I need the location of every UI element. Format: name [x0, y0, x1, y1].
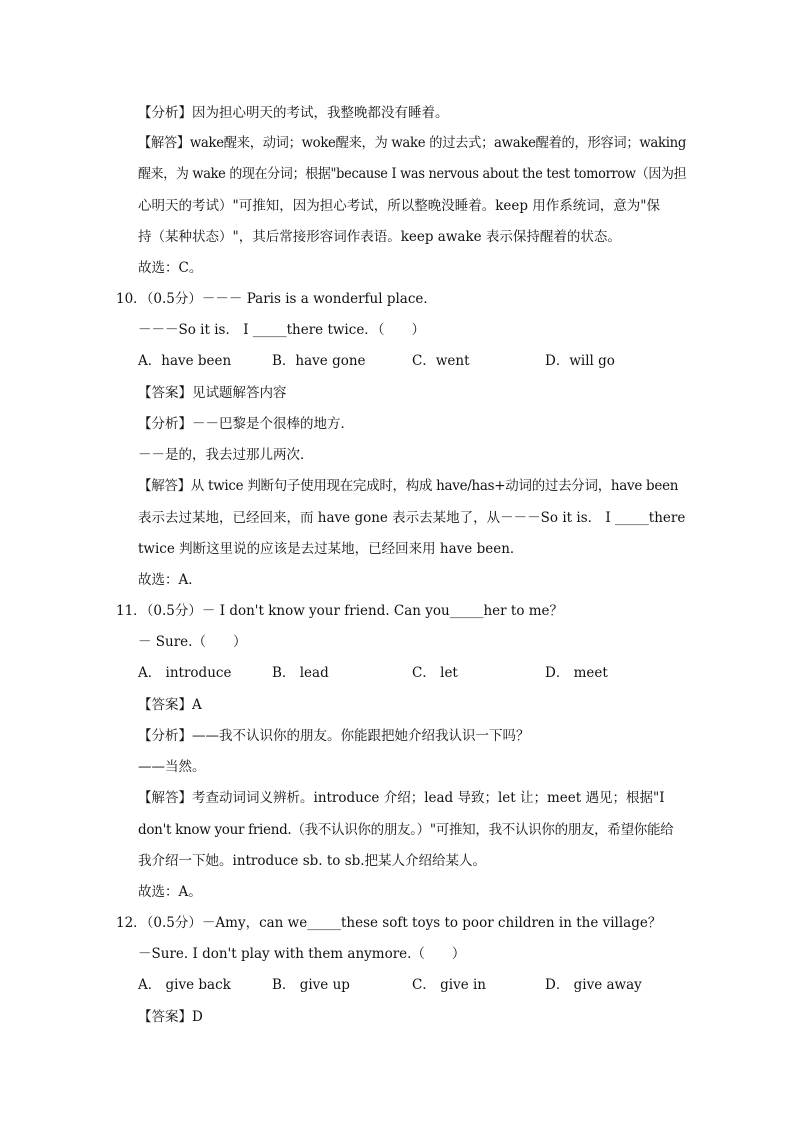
- solution-q11-line1: 【解答】考查动词词义辨析。introduce 介绍；lead 导致；let 让；meet 遇见；根据"I: [138, 790, 665, 806]
- solution-q10-line1: 【解答】从 twice 判断句子使用现在完成时，构成 have/has+动词的过去分词，have been: [138, 478, 679, 494]
- q12-option-d: D． give away: [545, 977, 642, 993]
- analysis-q10-line1: 【分析】－－巴黎是个很棒的地方．: [138, 416, 354, 432]
- answer-q10: 【答案】见试题解答内容: [138, 385, 287, 401]
- q12-option-c: C． give in: [412, 977, 486, 993]
- q12-option-b: B． give up: [272, 977, 350, 993]
- q12-option-a: A． give back: [138, 977, 231, 993]
- question-12-response: －Sure. I don't play with them anymore.（ ）: [138, 946, 466, 962]
- question-10-response: －－－So it is． I _____there twice．（ ）: [138, 322, 426, 338]
- solution-q11-line2: don't know your friend.（我不认识你的朋友。）"可推知，我不认识你的朋友，希望你能给: [138, 822, 674, 838]
- solution-q11-line3: 我介绍一下她。introduce sb. to sb.把某人介绍给某人。: [138, 853, 487, 869]
- solution-q9-line2: 醒来，为 wake 的现在分词；根据"because I was nervous about the test tomorrow（因为担: [138, 166, 687, 182]
- question-12-stem: 12．（0.5分）－Amy，can we_____these soft toys to poor children in the village？: [116, 915, 662, 931]
- q11-option-d: D． meet: [545, 665, 608, 681]
- solution-q9-line1: 【解答】wake醒来，动词；woke醒来，为 wake 的过去式；awake醒着的，形容词；waking: [138, 135, 687, 151]
- choice-q11: 故选：A。: [138, 884, 202, 900]
- solution-q9-line4: 持（某种状态）"，其后常接形容词作表语。keep awake 表示保持醒着的状态。: [138, 229, 621, 245]
- analysis-q11-line2: ——当然。: [138, 759, 206, 775]
- choice-q9: 故选：C。: [138, 260, 203, 276]
- analysis-q9: 【分析】因为担心明天的考试，我整晚都没有睡着。: [138, 105, 449, 121]
- question-11-response: － Sure.（ ）: [138, 634, 247, 650]
- q10-option-a: A．have been: [138, 353, 232, 369]
- question-11-stem: 11．（0.5分）－ I don't know your friend. Can you_____her to me？: [116, 603, 564, 619]
- answer-q11: 【答案】A: [138, 697, 202, 713]
- q11-option-b: B． lead: [272, 665, 329, 681]
- analysis-q11-line1: 【分析】——我不认识你的朋友。你能跟把她介绍我认识一下吗？: [138, 728, 530, 744]
- analysis-q10-line2: －－是的，我去过那儿两次．: [138, 447, 314, 463]
- q10-option-b: B．have gone: [272, 353, 366, 369]
- choice-q10: 故选：A．: [138, 572, 202, 588]
- q10-option-d: D．will go: [545, 353, 615, 369]
- answer-q12: 【答案】D: [138, 1009, 203, 1025]
- q11-option-a: A． introduce: [138, 665, 232, 681]
- q11-option-c: C． let: [412, 665, 458, 681]
- q10-option-c: C．went: [412, 353, 470, 369]
- solution-q9-line3: 心明天的考试）"可推知，因为担心考试，所以整晚没睡着。keep 用作系统词，意为"保: [138, 198, 661, 214]
- solution-q10-line2: 表示去过某地，已经回来，而 have gone 表示去某地了，从－－－So it is． I _____there: [138, 510, 686, 526]
- solution-q10-line3: twice 判断这里说的应该是去过某地，已经回来用 have been．: [138, 541, 524, 557]
- question-10-stem: 10．（0.5分）－－－ Paris is a wonderful place．: [116, 291, 437, 307]
